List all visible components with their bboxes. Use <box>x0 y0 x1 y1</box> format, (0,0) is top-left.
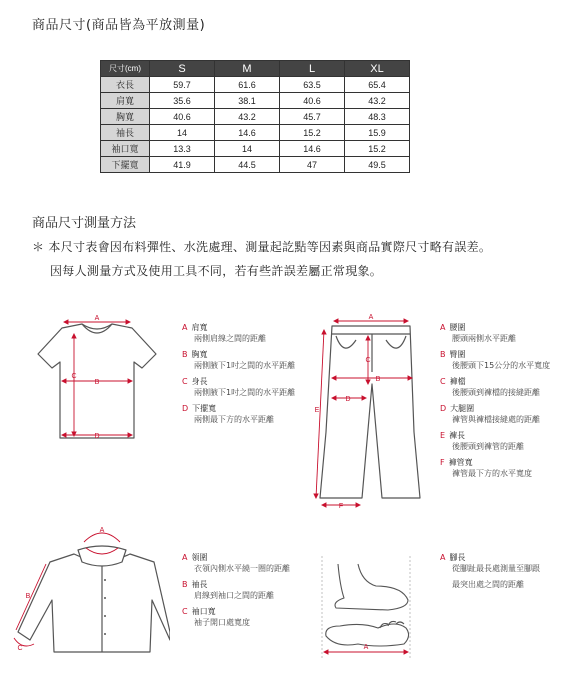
legend-item: C 褲檔 後腰頭到褲檔的接縫距離 <box>440 377 540 397</box>
shirt-legend <box>182 552 290 633</box>
legend-item: A 領圍 衣領內側水平繞一圈的距離 <box>182 553 290 573</box>
legend-item: D 下擺寬 兩側最下方的水平距離 <box>182 404 274 424</box>
shirt-collar <box>78 546 126 566</box>
legend-item: D 大腿圍 褲管與褲檔接縫處的距離 <box>440 404 540 424</box>
table-cell: 63.5 <box>280 77 345 93</box>
table-cell: 41.9 <box>150 157 215 173</box>
diagram-letter-d: D <box>94 433 100 440</box>
note-line: 因每人測量方式及使用工具不同，若有些許誤差屬正常現象。 <box>50 264 383 278</box>
tshirt-legend <box>182 322 295 430</box>
table-cell: 14 <box>150 125 215 141</box>
legend-item: A 腳長 從腳趾最長處測量至腳跟 最突出處之間的距離 <box>440 553 540 589</box>
method-title: 商品尺寸測量方法 <box>32 216 137 231</box>
table-row <box>101 141 410 157</box>
table-cell: 65.4 <box>345 77 410 93</box>
diagram-letter-c: C <box>365 357 371 364</box>
table-cell: 14.6 <box>215 125 280 141</box>
table-cell: 14.6 <box>280 141 345 157</box>
pants-diagram <box>302 312 432 510</box>
table-row <box>101 77 410 93</box>
table-cell: 38.1 <box>215 93 280 109</box>
legend-item: B 胸寬 兩側腋下1吋之間的水平距離 <box>182 350 296 370</box>
foot-legend <box>440 552 540 595</box>
table-cell: 43.2 <box>345 93 410 109</box>
table-cell: 35.6 <box>150 93 215 109</box>
legend-item: C 袖口寬 袖子開口處寬度 <box>182 607 250 627</box>
table-cell: 48.3 <box>345 109 410 125</box>
table-cell: 15.2 <box>280 125 345 141</box>
col-header: L <box>280 61 345 77</box>
legend-item: E 褲長 後腰頭到褲管的距離 <box>440 431 524 451</box>
diagram-letter-e: E <box>314 407 320 414</box>
table-cell: 14 <box>215 141 280 157</box>
col-header: XL <box>345 61 410 77</box>
table-cell: 40.6 <box>280 93 345 109</box>
table-cell: 61.6 <box>215 77 280 93</box>
legend-item: A 肩寬 兩側肩線之間的距離 <box>182 323 266 343</box>
table-row <box>101 125 410 141</box>
legend-item: B 臀圍 後腰頭下15公分的水平寬度 <box>440 350 551 370</box>
table-cell: 40.6 <box>150 109 215 125</box>
legend-item: A 腰圍 腰頭兩側水平距離 <box>440 323 516 343</box>
row-label: 袖口寬 <box>101 141 150 157</box>
diagram-letter-b: B <box>94 379 100 386</box>
tshirt-diagram <box>30 312 165 447</box>
note-line: ＊ 本尺寸表會因布料彈性、水洗處理、測量起訖點等因素與商品實際尺寸略有誤差。 <box>32 240 492 254</box>
measure-line-a <box>84 533 120 542</box>
size-table <box>100 60 410 173</box>
pants-outline <box>320 326 420 498</box>
shirt-outline <box>18 554 170 652</box>
col-header: S <box>150 61 215 77</box>
pants-legend <box>440 322 550 484</box>
row-label: 下擺寬 <box>101 157 150 173</box>
legend-item: F 褲管寬 褲管最下方的水平寬度 <box>440 458 532 478</box>
table-row <box>101 157 410 173</box>
diagram-letter-d: D <box>345 396 351 403</box>
foot-top-outline <box>326 624 409 646</box>
table-cell: 43.2 <box>215 109 280 125</box>
diagram-letter-a: A <box>368 314 374 321</box>
corner-cell: 尺寸(cm) <box>101 61 150 77</box>
diagram-letter-b: B <box>375 376 381 383</box>
diagram-letter-a: A <box>94 315 100 322</box>
row-label: 袖長 <box>101 125 150 141</box>
foot-side-outline <box>335 564 408 610</box>
row-label: 肩寬 <box>101 93 150 109</box>
diagram-letter-a: A <box>99 527 105 534</box>
table-cell: 49.5 <box>345 157 410 173</box>
table-row <box>101 109 410 125</box>
shirt-diagram <box>10 520 170 655</box>
row-label: 胸寬 <box>101 109 150 125</box>
diagram-letter-b: B <box>25 593 31 600</box>
table-cell: 47 <box>280 157 345 173</box>
size-table-header <box>101 61 410 77</box>
table-cell: 13.3 <box>150 141 215 157</box>
diagram-letter-c: C <box>71 373 77 380</box>
table-cell: 45.7 <box>280 109 345 125</box>
legend-item: B 袖長 肩線到袖口之間的距離 <box>182 580 274 600</box>
foot-diagram <box>318 556 418 666</box>
table-cell: 44.5 <box>215 157 280 173</box>
table-cell: 59.7 <box>150 77 215 93</box>
page-title: 商品尺寸(商品皆為平放測量) <box>32 18 206 33</box>
table-row <box>101 93 410 109</box>
table-cell: 15.2 <box>345 141 410 157</box>
table-cell: 15.9 <box>345 125 410 141</box>
diagram-letter-c: C <box>17 645 23 652</box>
legend-item: C 身長 兩側腋下1吋之間的水平距離 <box>182 377 296 397</box>
col-header: M <box>215 61 280 77</box>
row-label: 衣長 <box>101 77 150 93</box>
diagram-letter-a: A <box>363 644 369 651</box>
diagram-letter-f: F <box>338 503 344 510</box>
